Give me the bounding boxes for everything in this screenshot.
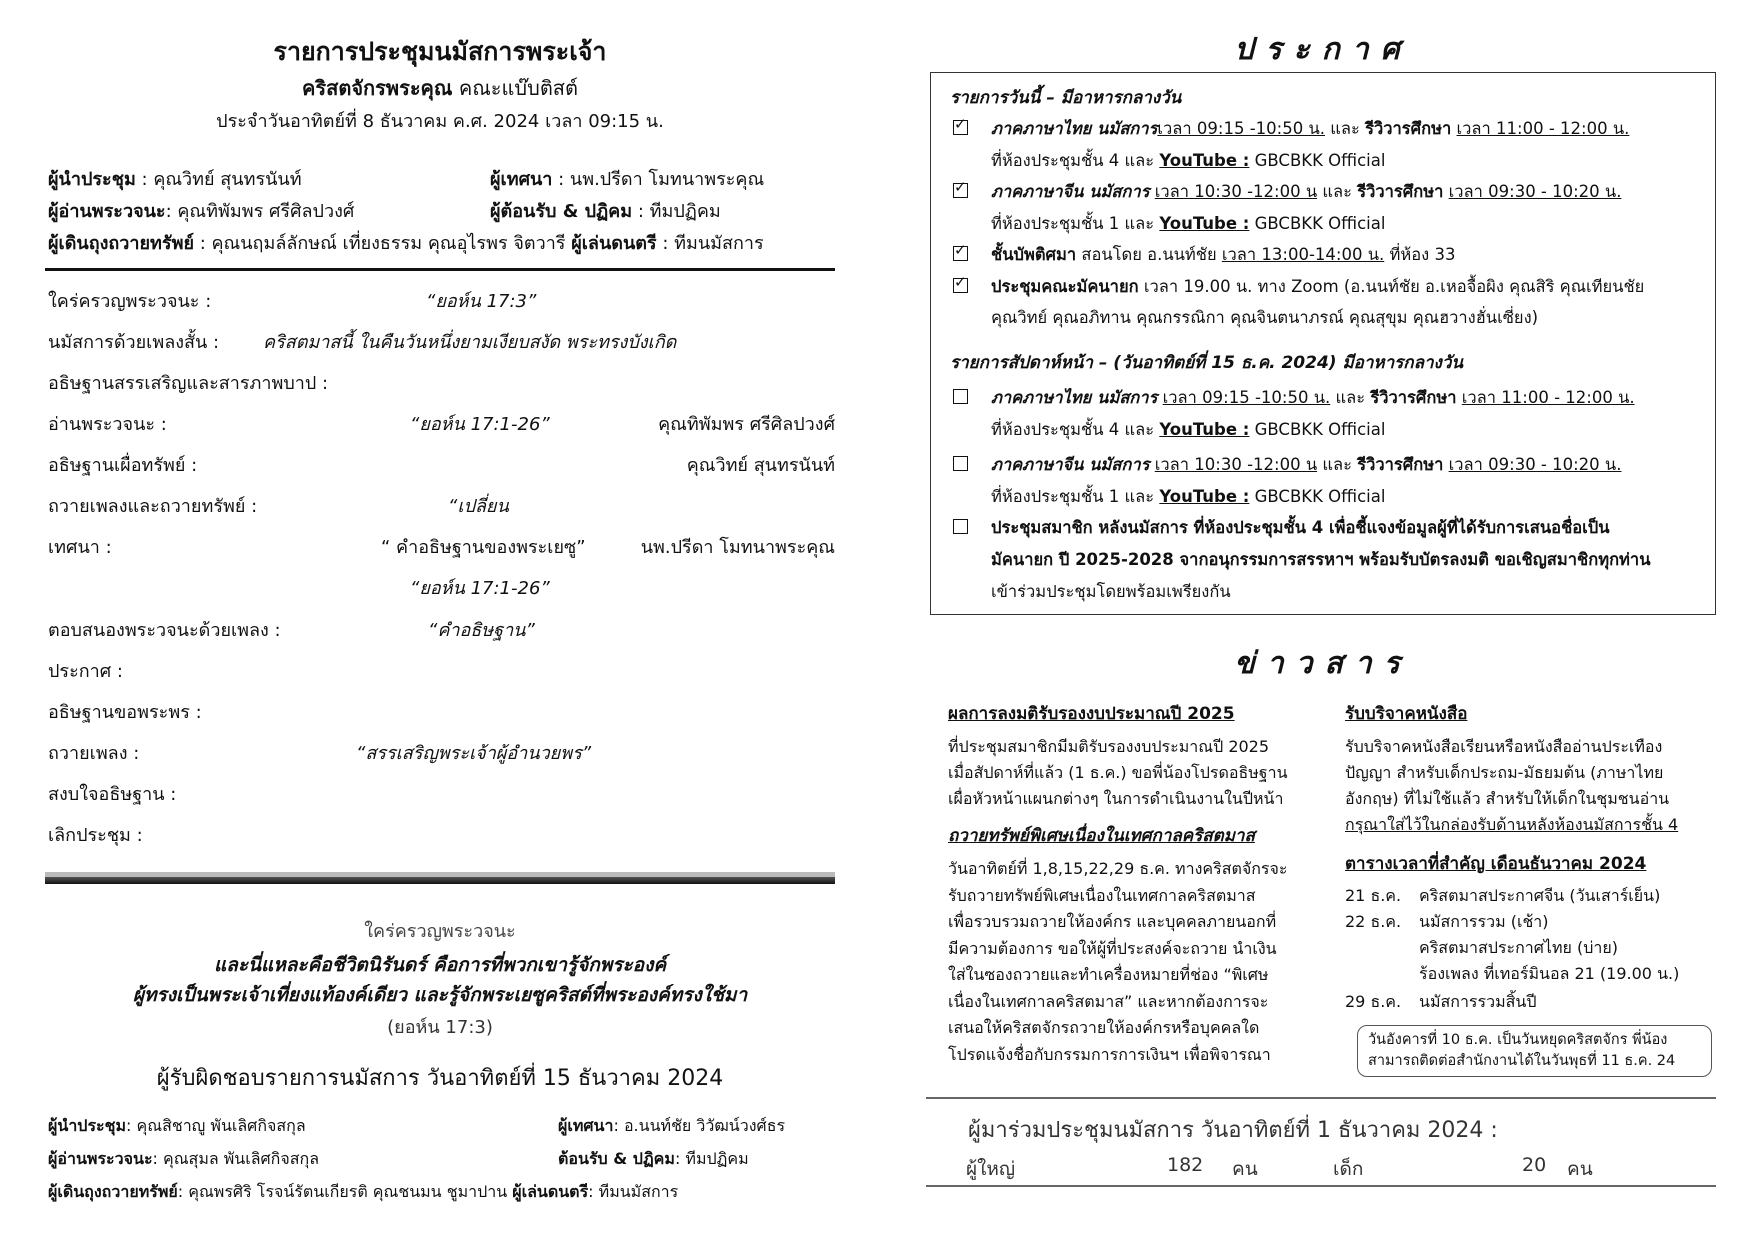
item-text: สอนโดย อ.นนท์ชัย (1076, 245, 1222, 264)
verse-line: และนี่แหละคือชีวิตนิรันดร์ คือการที่พวกเขารู้จักพระองค์ (213, 954, 667, 976)
youtube-link[interactable]: YouTube : (1159, 487, 1250, 506)
church-name-line (45, 72, 835, 104)
role-label: ผู้ต้อนรับ & ปฏิคม (490, 201, 633, 222)
schedule-event: คริสตมาสประกาศจีน (วันเสาร์เย็น) (1419, 886, 1661, 905)
item-text: GBCBKK Official (1249, 420, 1386, 439)
item-text: เวลา 19.00 น. ทาง Zoom (อ.นนท์ชัย อ.เหอจื้อผิง คุณสิริ คุณเทียนชัย (1138, 277, 1645, 296)
item-text: GBCBKK Official (1249, 214, 1386, 233)
order-right: คุณทิพัมพร ศรีศิลปวงศ์ (658, 414, 835, 435)
text-line: เมื่อสัปดาห์ที่แล้ว (1 ธ.ค.) ขอพี่น้องโปรดอธิษฐาน (948, 763, 1288, 782)
role-leader (48, 164, 302, 193)
role-label: ผู้อ่านพระวจนะ (48, 201, 166, 222)
item-text: ที่ห้อง 33 (1384, 245, 1456, 264)
item-line2: มัคนายก ปี 2025-2028 จากอนุกรรมการสรรหาฯ พร้อมรับบัตรลงมติ ขอเชิญสมาชิกทุกท่าน (991, 550, 1651, 569)
order-row (48, 738, 835, 764)
book-donation-text (1345, 734, 1720, 838)
divider (926, 1185, 1716, 1187)
order-row (48, 368, 835, 394)
budget-heading: ผลการลงมติรับรองงบประมาณปี 2025 (948, 704, 1235, 724)
order-middle: “ คำอธิษฐานของพระเยซู” (381, 537, 586, 558)
order-label: สงบใจอธิษฐาน : (48, 784, 177, 805)
youtube-link[interactable]: YouTube : (1159, 214, 1250, 233)
item-line2: คุณวิทย์ คุณอภิทาน คุณกรรณิกา คุณจินตนาภรณ์ คุณสุขุม คุณฮวางฮั่นเซี่ยง) (991, 308, 1539, 327)
text-line: เนื่องในเทศกาลคริสตมาส” และหากต้องการจะ (948, 991, 1269, 1011)
schedule-row (1345, 990, 1537, 1015)
schedule-date: 29 ธ.ค. (1345, 992, 1402, 1011)
role-value: : คุณพรศิริ โรจน์รัตนเกียรติ คุณชนมน ชูมาปาน (177, 1182, 508, 1201)
next-role (558, 1114, 785, 1139)
role-label: ผู้เทศนา (558, 1116, 614, 1135)
order-middle: “ยอห์น 17:3” (426, 291, 537, 312)
item-time: เวลา 13:00-14:00 น. (1221, 245, 1385, 264)
text-line: กรุณาใส่ไว้ในกล่องรับด้านหลังห้องนมัสการชั้น 4 (1345, 815, 1679, 834)
schedule-date: 22 ธ.ค. (1345, 912, 1402, 931)
role-value: : ทีมปฏิคม (674, 1149, 749, 1168)
next-week-title: ผู้รับผิดชอบรายการนมัสการ วันอาทิตย์ที่ 15 ธันวาคม 2024 (156, 1066, 724, 1091)
item-line2 (991, 211, 1385, 237)
role-value: : คุณนฤมล์ลักษณ์ เที่ยงธรรม คุณอุไรพร จิตวารี (194, 233, 566, 254)
item-text: และ (1325, 119, 1366, 138)
role-value: : ทีมนมัสการ (588, 1182, 679, 1201)
role-value: : นพ.ปรีดา โมทนาพระคุณ (552, 169, 765, 190)
order-row (48, 615, 835, 641)
schedule-row (1345, 884, 1660, 909)
child-unit: คน (1567, 1158, 1593, 1180)
item-bold: ประชุมคณะมัคนายก (991, 277, 1139, 296)
checked-box-icon (953, 183, 968, 198)
divider (45, 268, 835, 271)
role-value: : คุณทิพัมพร ศรีศิลปวงศ์ (165, 201, 355, 222)
text-line: ที่ประชุมสมาชิกมีมติรับรองงบประมาณปี 2025 (948, 737, 1270, 756)
role-label: ต้อนรับ & ปฏิคม (558, 1149, 675, 1168)
order-right: นพ.ปรีดา โมทนาพระคุณ (640, 537, 835, 558)
schedule-row (1345, 962, 1679, 987)
item-line3: เข้าร่วมประชุมโดยพร้อมเพรียงกัน (991, 582, 1231, 601)
checkbox-item (953, 452, 1693, 476)
role-value: : คุณวิทย์ สุนทรนันท์ (135, 169, 302, 190)
item-bold: รีวิวารศึกษา (1365, 119, 1452, 138)
item-text: ที่ห้องประชุมชั้น 4 และ (991, 151, 1160, 170)
order-row (48, 286, 835, 312)
role-offering (48, 228, 764, 257)
item-time: เวลา 09:15 -10:50 น. (1162, 388, 1331, 407)
order-middle: “สรรเสริญพระเจ้าผู้อำนวยพร” (356, 743, 592, 764)
item-text: ที่ห้องประชุมชั้น 1 และ (991, 214, 1160, 233)
schedule-date: 21 ธ.ค. (1345, 886, 1402, 905)
item-bold: ภาคภาษาไทย นมัสการ (991, 119, 1158, 138)
youtube-link[interactable]: YouTube : (1159, 420, 1250, 439)
schedule-event: ร้องเพลง ที่เทอร์มินอล 21 (19.00 น.) (1419, 964, 1680, 983)
item-bold: ภาคภาษาไทย นมัสการ (991, 388, 1158, 407)
verse-line: ผู้ทรงเป็นพระเจ้าเที่ยงแท้องค์เดียว และรู้จักพระเยซูคริสต์ที่พระองค์ทรงใช้มา (132, 984, 748, 1006)
note-line: สามารถติดต่อสำนักงานได้ในวันพุธที่ 11 ธ.ค. 24 (1368, 1053, 1676, 1069)
item-text: และ (1317, 182, 1358, 201)
role-label: ผู้เล่นดนตรี (571, 233, 657, 254)
order-label: อธิษฐานเผื่อทรัพย์ : (48, 455, 198, 476)
item-time: เวลา 11:00 - 12:00 น. (1456, 119, 1630, 138)
order-right: คุณวิทย์ สุนทรนันท์ (686, 455, 835, 476)
role-value: : คุณสิชาญู พันเลิศกิจสกุล (126, 1116, 306, 1135)
order-label: เลิกประชุม : (48, 825, 143, 846)
item-text: ประชุมสมาชิก หลังนมัสการ ที่ห้องประชุมชั้น 4 เพื่อชี้แจงข้อมูลผู้ที่ได้รับการเสนอชื่อเป็น (991, 518, 1610, 537)
item-time: เวลา 09:30 - 10:20 น. (1448, 455, 1622, 474)
schedule-event: นมัสการรวมสิ้นปี (1419, 992, 1537, 1011)
news-title: ข่าวสาร (1234, 646, 1412, 681)
order-label: เทศนา : (48, 537, 112, 558)
order-row (48, 450, 835, 476)
child-count: 20 (1522, 1154, 1547, 1176)
order-label: ตอบสนองพระวจนะด้วยเพลง : (48, 620, 281, 641)
order-row (48, 779, 835, 805)
order-row (48, 697, 835, 723)
adult-count: 182 (1167, 1154, 1204, 1176)
checkbox-item (953, 385, 1693, 409)
order-row (48, 820, 835, 846)
text-line: ปัญญา สำหรับเด็กประถม-มัธยมต้น (ภาษาไทย (1345, 763, 1664, 782)
item-text: ที่ห้องประชุมชั้น 4 และ (991, 420, 1160, 439)
role-label: ผู้อ่านพระวจนะ (48, 1149, 153, 1168)
schedule-heading: ตารางเวลาที่สำคัญ เดือนธันวาคม 2024 (1345, 854, 1647, 874)
text-line: เผื่อหัวหน้าแผนกต่างๆ ในการดำเนินงานในปีหน้า (948, 789, 1284, 808)
role-value: : ทีมนมัสการ (656, 233, 764, 254)
checkbox-item (953, 515, 1693, 539)
checkbox-item (953, 116, 1693, 140)
church-name: คริสตจักรพระคุณ (302, 76, 453, 100)
item-text: และ (1317, 455, 1358, 474)
text-line: รับถวายทรัพย์พิเศษเนื่องในเทศกาลคริสตมาส (948, 885, 1256, 905)
role-label: ผู้เดินถุงถวายทรัพย์ (48, 233, 194, 254)
service-date: ประจำวันอาทิตย์ที่ 8 ธันวาคม ค.ศ. 2024 เวลา 09:15 น. (216, 111, 664, 132)
schedule-row (1345, 910, 1549, 935)
checkbox-item (953, 179, 1693, 203)
divider (926, 1097, 1716, 1099)
order-row (48, 491, 835, 517)
role-label: ผู้เล่นดนตรี (512, 1182, 589, 1201)
role-preacher (490, 164, 764, 193)
divider-thick (45, 872, 835, 884)
christmas-offering-text (948, 856, 1318, 1068)
next-role (48, 1114, 306, 1139)
item-line2 (991, 484, 1385, 510)
role-label: ผู้เทศนา (490, 169, 553, 190)
checkbox-item (953, 242, 1693, 266)
item-time: เวลา 10:30 -12:00 น (1154, 455, 1318, 474)
next-role (48, 1147, 319, 1172)
order-label: ใคร่ครวญพระวจนะ : (48, 291, 212, 312)
item-line2 (991, 148, 1385, 174)
holiday-note (1357, 1025, 1712, 1077)
text-line: อังกฤษ) ที่ไม่ใช้แล้ว สำหรับให้เด็กในชุมชนอ่าน (1345, 789, 1670, 808)
item-bold: รีวิวารศึกษา (1357, 182, 1444, 201)
checkbox-item (953, 274, 1693, 298)
order-middle: “เปลี่ยน (448, 496, 509, 517)
order-label: นมัสการด้วยเพลงสั้น : (48, 332, 220, 353)
schedule-event: นมัสการรวม (เช้า) (1419, 912, 1549, 931)
next-week-heading: รายการสัปดาห์หน้า – (วันอาทิตย์ที่ 15 ธ.ค. 2024) มีอาหารกลางวัน (950, 353, 1464, 373)
bulletin-title: รายการประชุมนมัสการพระเจ้า (273, 37, 607, 66)
item-text: GBCBKK Official (1249, 487, 1386, 506)
verse-reference: (ยอห์น 17:3) (387, 1017, 493, 1038)
book-donation-heading: รับบริจาคหนังสือ (1345, 704, 1468, 724)
empty-box-icon (953, 456, 968, 471)
checked-box-icon (953, 246, 968, 261)
adult-unit: คน (1232, 1158, 1258, 1180)
role-label: ผู้นำประชุม (48, 169, 136, 190)
text-line: เพื่อรวบรวมถวายให้องค์กร และบุคคลภายนอกที่ (948, 912, 1277, 931)
verse-heading: ใคร่ครวญพระวจนะ (364, 921, 516, 942)
item-time: เวลา 09:15 -10:50 น. (1157, 119, 1326, 138)
child-label: เด็ก (1333, 1158, 1364, 1180)
text-line: เสนอให้คริสตจักรถวายให้องค์กรหรือบุคคลใด (948, 1018, 1260, 1037)
item-line2 (991, 417, 1385, 443)
item-bold: ภาคภาษาจีน นมัสการ (991, 182, 1150, 201)
checked-box-icon (953, 278, 968, 293)
order-row (48, 532, 835, 558)
text-line: ใส่ในซองถวายและทำเครื่องหมายที่ช่อง “พิเศษ (948, 965, 1269, 984)
text-line: วันอาทิตย์ที่ 1,8,15,22,29 ธ.ค. ทางคริสตจักรจะ (948, 859, 1288, 878)
role-usher (490, 196, 721, 225)
order-label: อธิษฐานสรรเสริญและสารภาพบาป : (48, 373, 329, 394)
role-reader (48, 196, 354, 225)
item-time: เวลา 10:30 -12:00 น (1154, 182, 1318, 201)
item-bold: รีวิวารศึกษา (1357, 455, 1444, 474)
item-text: และ (1330, 388, 1371, 407)
checked-box-icon (953, 120, 968, 135)
order-row (48, 409, 835, 435)
text-line: มีความต้องการ ขอให้ผู้ที่ประสงค์จะถวาย นำเงิน (948, 938, 1277, 958)
order-label: อ่านพระวจนะ : (48, 414, 167, 435)
item-bold: ภาคภาษาจีน นมัสการ (991, 455, 1150, 474)
next-role (48, 1180, 678, 1205)
note-line: วันอังคารที่ 10 ธ.ค. เป็นวันหยุดคริสตจักร พี่น้อง (1368, 1032, 1668, 1048)
empty-box-icon (953, 389, 968, 404)
youtube-link[interactable]: YouTube : (1159, 151, 1250, 170)
order-row (48, 656, 835, 682)
item-time: เวลา 09:30 - 10:20 น. (1448, 182, 1622, 201)
item-text: GBCBKK Official (1249, 151, 1386, 170)
item-bold: รีวิวารศึกษา (1370, 388, 1457, 407)
order-label: ประกาศ : (48, 661, 123, 682)
adult-label: ผู้ใหญ่ (966, 1158, 1016, 1180)
schedule-event: คริสตมาสประกาศไทย (บ่าย) (1419, 938, 1618, 957)
order-label: อธิษฐานขอพระพร : (48, 702, 202, 723)
schedule-row (1345, 936, 1618, 961)
role-value: : อ.นนท์ชัย วิวัฒน์วงศ์ธร (613, 1116, 786, 1135)
role-label: ผู้เดินถุงถวายทรัพย์ (48, 1182, 178, 1201)
announcements-title: ประกาศ (1234, 32, 1412, 67)
order-label: ถวายเพลง : (48, 743, 140, 764)
text-line: รับบริจาคหนังสือเรียนหรือหนังสืออ่านประเทือง (1345, 737, 1663, 756)
empty-box-icon (953, 519, 968, 534)
order-middle: “ยอห์น 17:1-26” (410, 578, 550, 599)
attendance-title: ผู้มาร่วมประชุมนมัสการ วันอาทิตย์ที่ 1 ธันวาคม 2024 : (968, 1118, 1498, 1143)
item-bold: ชั้นบัพติศมา (991, 245, 1077, 264)
order-label: ถวายเพลงและถวายทรัพย์ : (48, 496, 258, 517)
order-middle: “ยอห์น 17:1-26” (410, 414, 550, 435)
budget-text (948, 734, 1318, 812)
role-value: : คุณสุมล พันเลิศกิจสกุล (152, 1149, 319, 1168)
item-text: ที่ห้องประชุมชั้น 1 และ (991, 487, 1160, 506)
order-row (48, 327, 835, 353)
today-heading: รายการวันนี้ – มีอาหารกลางวัน (950, 88, 1182, 108)
role-label: ผู้นำประชุม (48, 1116, 127, 1135)
order-middle: คริสตมาสนี้ ในคืนวันหนึ่งยามเงียบสงัด พระทรงบังเกิด (263, 332, 677, 353)
order-middle: “คำอธิษฐาน” (428, 620, 535, 641)
text-line: โปรดแจ้งชื่อกับกรรมการการเงินฯ เพื่อพิจารณา (948, 1044, 1271, 1064)
order-row (48, 573, 835, 599)
denomination: คณะแบ๊บติสต์ (458, 76, 578, 100)
item-time: เวลา 11:00 - 12:00 น. (1461, 388, 1635, 407)
christmas-offering-heading: ถวายทรัพย์พิเศษเนื่องในเทศกาลคริสตมาส (948, 826, 1255, 846)
next-role (558, 1147, 749, 1172)
role-value: : ทีมปฏิคม (632, 201, 721, 222)
